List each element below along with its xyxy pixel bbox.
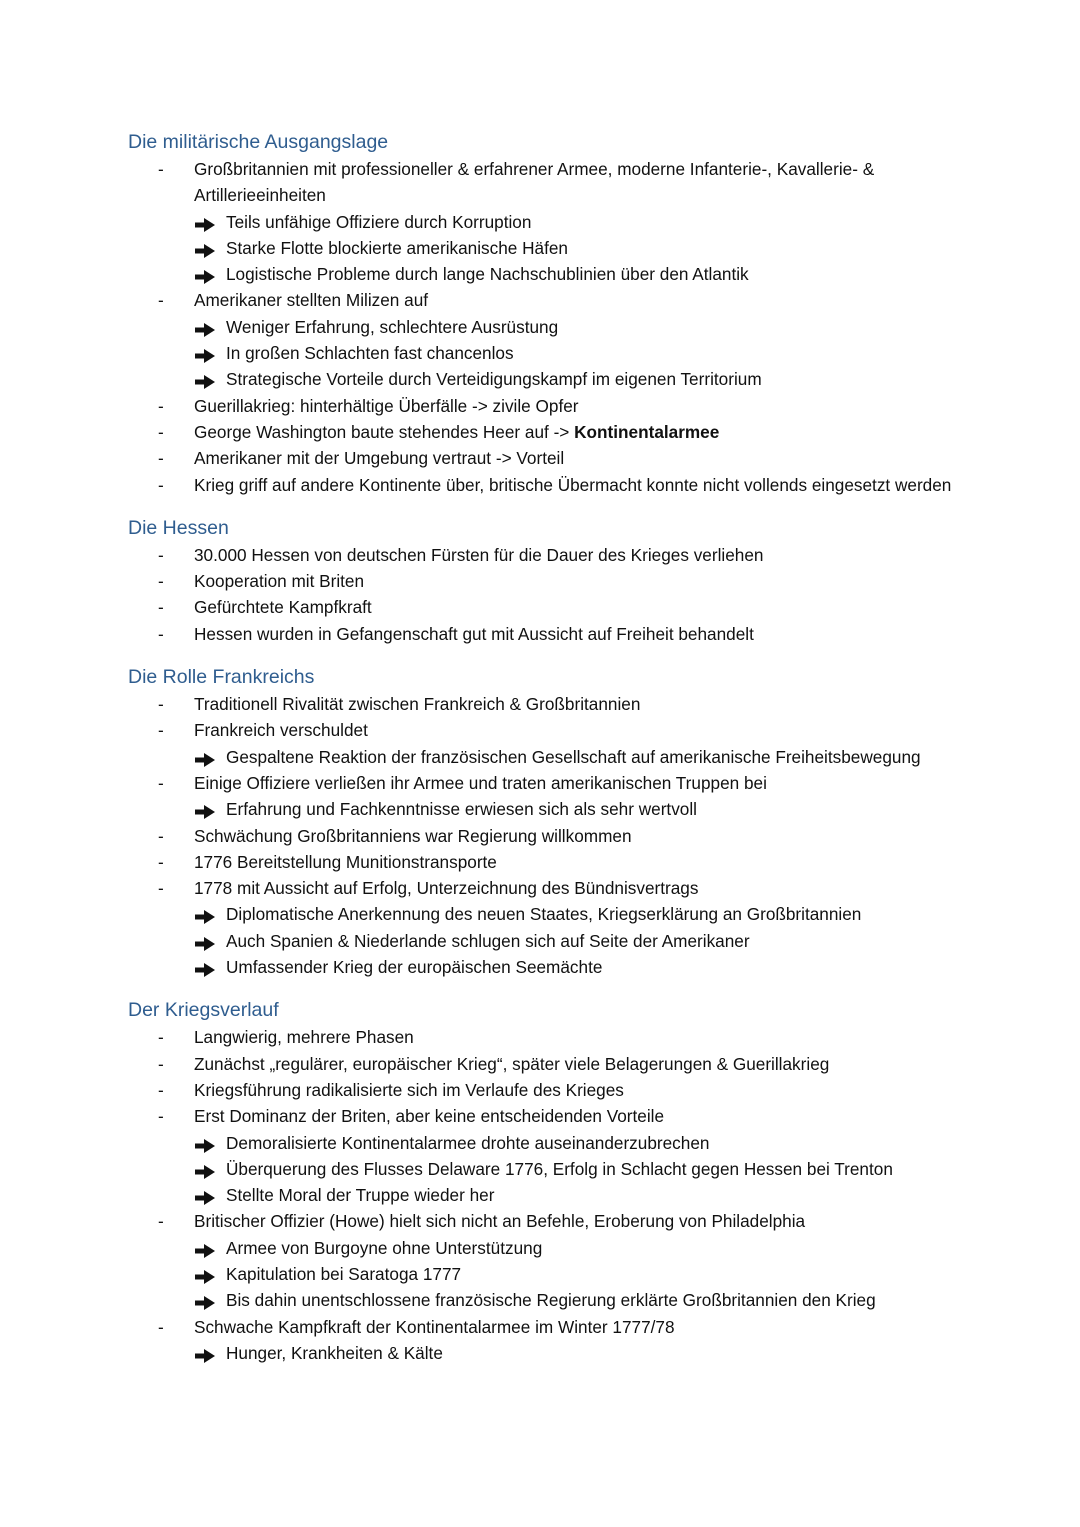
arrow-right-icon [194,266,216,282]
bullet-marker: - [158,159,164,179]
arrow-right-icon [194,1292,216,1308]
bullet-marker: - [158,1053,164,1074]
sub-item [194,340,988,366]
sub-list [194,1340,988,1366]
sub-item [194,209,988,235]
bullet-text: Traditionell Rivalität zwischen Frankreich & Großbritannien [194,694,641,715]
sub-item [194,796,988,822]
bullet-marker: - [158,720,164,741]
bullet-text: Krieg griff auf andere Kontinente über, britische Übermacht konnte nicht vollends eingesetzt werden [194,474,952,495]
sub-item [194,1130,988,1156]
sub-item [194,1156,988,1182]
sub-item [194,1340,988,1366]
bullet-text: Einige Offiziere verließen ihr Armee und traten amerikanischen Truppen bei [194,772,767,793]
sub-item-text: Umfassender Krieg der europäischen Seemächte [226,957,603,978]
sub-list [194,1235,988,1314]
sub-item [194,235,988,261]
sub-item [194,744,988,770]
section-heading: Die Hessen [128,516,229,539]
bullet-marker: - [158,772,164,793]
arrow-right-icon [194,214,216,230]
bullet-marker: - [158,1106,164,1127]
bullet-marker: - [158,474,164,495]
bullet-item [128,419,988,445]
bullet-item [128,770,988,823]
bullet-marker: - [158,421,164,442]
sub-item-text: Diplomatische Anerkennung des neuen Staates, Kriegserklärung an Großbritannien [226,904,862,925]
arrow-right-icon [194,319,216,335]
sub-list [194,744,988,770]
arrow-right-icon [194,1240,216,1256]
bullet-item [128,472,988,498]
sub-item-text: Überquerung des Flusses Delaware 1776, Erfolg in Schlacht gegen Hessen bei Trenton [226,1158,893,1179]
bullet-marker: - [158,851,164,872]
bullet-text: Langwierig, mehrere Phasen [194,1027,414,1048]
sub-item-text: Starke Flotte blockierte amerikanische Häfen [226,237,568,258]
bullet-text: Frankreich verschuldet [194,720,368,741]
document-content [128,128,988,1366]
arrow-right-icon [194,959,216,975]
bullet-item [128,542,988,568]
bullet-item [128,621,988,647]
arrow-right-icon [194,240,216,256]
bullet-marker: - [158,825,164,846]
sub-item [194,1287,988,1313]
sub-item [194,1235,988,1261]
bullet-text: George Washington baute stehendes Heer auf -> [194,421,575,442]
bullet-bold-term: Kontinentalarmee [574,421,720,442]
bullet-text: 1776 Bereitstellung Munitionstransporte [194,851,497,872]
bullet-item [128,1024,988,1050]
arrow-right-icon [194,933,216,949]
sub-item-text: Weniger Erfahrung, schlechtere Ausrüstung [226,316,559,337]
bullet-item [128,1051,988,1077]
arrow-right-icon [194,1135,216,1151]
sub-item-text: Kapitulation bei Saratoga 1777 [226,1263,462,1284]
arrow-right-icon [194,906,216,922]
sub-list [194,209,988,288]
sub-list [194,314,988,393]
section [128,128,988,498]
bullet-marker: - [158,290,164,311]
arrow-right-icon [194,801,216,817]
section-heading: Der Kriegsverlauf [128,999,279,1022]
section [128,663,988,980]
bullet-text: 30.000 Hessen von deutschen Fürsten für die Dauer des Krieges verliehen [194,544,764,565]
sub-item [194,1261,988,1287]
bullet-marker: - [158,1211,164,1232]
bullet-item [128,594,988,620]
bullet-text: Erst Dominanz der Briten, aber keine entscheidenden Vorteile [194,1106,665,1127]
sub-item-text: Hunger, Krankheiten & Kälte [226,1342,443,1363]
bullet-item [128,156,988,287]
arrow-right-icon [194,1161,216,1177]
bullet-marker: - [158,623,164,644]
sub-item [194,1182,988,1208]
arrow-right-icon [194,1187,216,1203]
sub-item [194,261,988,287]
bullet-item [128,875,988,980]
bullet-text: Guerillakrieg: hinterhältige Überfälle -> zivile Opfer [194,395,579,416]
bullet-marker: - [158,694,164,715]
bullet-item [128,849,988,875]
bullet-item [128,1314,988,1367]
sub-list [194,901,988,980]
section-heading: Die militärische Ausgangslage [128,131,389,153]
arrow-right-icon [194,749,216,765]
bullet-item [128,1103,988,1208]
bullet-marker: - [158,1316,164,1337]
bullet-item [128,691,988,717]
bullet-text: Kooperation mit Briten [194,571,365,592]
bullet-text: Hessen wurden in Gefangenschaft gut mit Aussicht auf Freiheit behandelt [194,623,754,644]
sub-item [194,928,988,954]
bullet-item [128,717,988,770]
section [128,514,988,647]
bullet-item [128,445,988,471]
arrow-right-icon [194,1345,216,1361]
sub-item-text: Erfahrung und Fachkenntnisse erwiesen sich als sehr wertvoll [226,799,697,820]
sub-item-text: Demoralisierte Kontinentalarmee drohte auseinanderzubrechen [226,1132,710,1153]
sub-item-text: Strategische Vorteile durch Verteidigungskampf im eigenen Territorium [226,369,762,390]
bullet-text: 1778 mit Aussicht auf Erfolg, Unterzeichnung des Bündnisvertrags [194,878,699,899]
bullet-marker: - [158,571,164,592]
sub-item-text: Auch Spanien & Niederlande schlugen sich auf Seite der Amerikaner [226,930,750,951]
arrow-right-icon [194,1266,216,1282]
sub-item-text: Armee von Burgoyne ohne Unterstützung [226,1237,543,1258]
bullet-text: Amerikaner mit der Umgebung vertraut -> Vorteil [194,448,565,469]
arrow-right-icon [194,345,216,361]
bullet-marker: - [158,1079,164,1100]
sub-item-text: Gespaltene Reaktion der französischen Gesellschaft auf amerikanische Freiheitsbewegung [226,746,921,767]
sub-list [194,796,988,822]
bullet-text: Gefürchtete Kampfkraft [194,597,372,618]
bullet-text: Schwache Kampfkraft der Kontinentalarmee im Winter 1777/78 [194,1316,675,1337]
section-heading: Die Rolle Frankreichs [128,666,315,689]
bullet-text: Zunächst „regulärer, europäischer Krieg“, später viele Belagerungen & Guerillakrieg [194,1053,830,1074]
sub-item [194,901,988,927]
bullet-item [128,1077,988,1103]
bullet-text: Amerikaner stellten Milizen auf [194,290,429,311]
sub-item [194,366,988,392]
bullet-item [128,823,988,849]
sub-item-text: Stellte Moral der Truppe wieder her [226,1185,495,1206]
sub-item-text: Logistische Probleme durch lange Nachschublinien über den Atlantik [226,264,749,285]
bullet-text: Britischer Offizier (Howe) hielt sich nicht an Befehle, Eroberung von Philadelphia [194,1211,806,1232]
bullet-text: Großbritannien mit professioneller & erfahrener Armee, moderne Infanterie-, Kavallerie- & Artillerieeinheiten [194,159,875,206]
bullet-marker: - [158,448,164,469]
bullet-marker: - [158,544,164,565]
bullet-item [128,393,988,419]
bullet-text: Schwächung Großbritanniens war Regierung willkommen [194,825,632,846]
sub-item-text: In großen Schlachten fast chancenlos [226,343,514,364]
bullet-marker: - [158,395,164,416]
sub-item [194,314,988,340]
bullet-marker: - [158,1027,164,1048]
bullet-item [128,568,988,594]
bullet-marker: - [158,597,164,618]
bullet-text: Kriegsführung radikalisierte sich im Verlaufe des Krieges [194,1079,624,1100]
bullet-item [128,287,988,392]
sub-item-text: Teils unfähige Offiziere durch Korruption [226,211,532,232]
bullet-item [128,1208,988,1313]
bullet-marker: - [158,878,164,899]
arrow-right-icon [194,371,216,387]
sub-list [194,1130,988,1209]
sub-item-text: Bis dahin unentschlossene französische Regierung erklärte Großbritannien den Krieg [226,1290,876,1311]
sub-item [194,954,988,980]
section [128,996,988,1366]
